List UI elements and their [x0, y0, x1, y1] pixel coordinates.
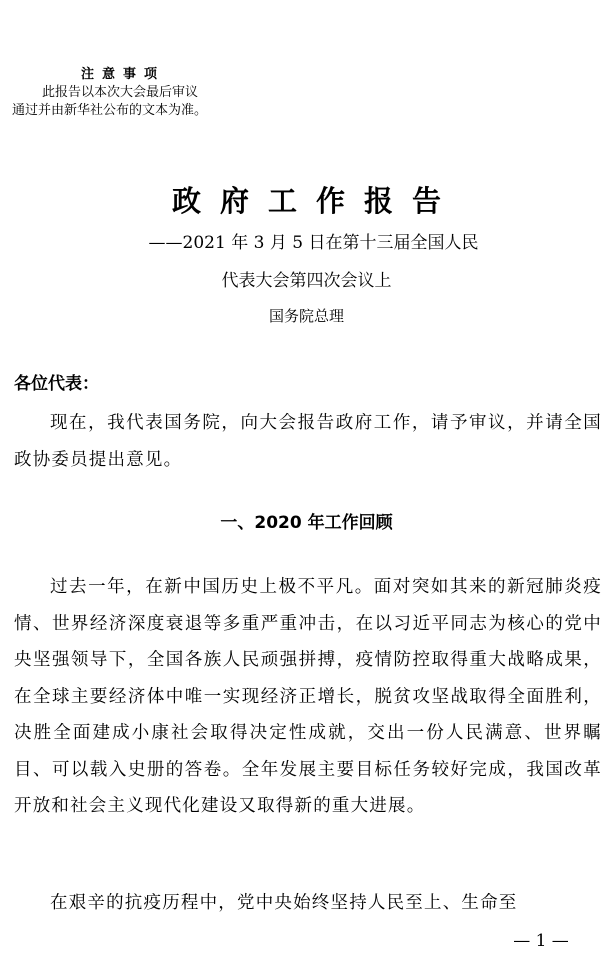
- document-title: 政府工作报告: [171, 184, 460, 218]
- paragraph-review: 过去一年，在新中国历史上极不平凡。面对突如其来的新冠肺炎疫情、世界经济深度衰退等多重严重冲击，在以习近平同志为核心的党中央坚强领导下，全国各族人民顽强拼搏，疫情防控取得重大战略成果，在全球主要经济体中唯一实现经济正增长，脱贫攻坚战取得全面胜利，决胜全面建成小康社会取得决定性成就，交出一份人民满意、世界瞩目、可以载入史册的答卷。全年发展主要目标任务较好完成，我国改革开放和社会主义现代化建设又取得新的重大进展。: [14, 577, 602, 816]
- page-number: — 1 —: [513, 931, 569, 951]
- subtitle-date-line: ——2021 年 3 月 5 日在第十三届全国人民: [148, 233, 479, 253]
- salutation: 各位代表：: [14, 374, 99, 394]
- notice-box: [12, 66, 252, 120]
- notice-heading: 注意事项: [80, 67, 165, 82]
- notice-line-2: 通过并由新华社公布的文本为准。: [12, 103, 208, 118]
- paragraph-epidemic: 在艰辛的抗疫历程中，党中央始终坚持人民至上、生命至: [50, 893, 518, 913]
- paragraph-intro: 现在，我代表国务院，向大会报告政府工作，请予审议，并请全国政协委员提出意见。: [14, 413, 602, 470]
- subtitle-speaker-line: 国务院总理: [268, 307, 344, 325]
- notice-line-1: 此报告以本次大会最后审议: [42, 85, 199, 100]
- subtitle-meeting-line: 代表大会第四次会议上: [221, 271, 392, 291]
- section-heading: 一、2020 年工作回顾: [220, 513, 393, 533]
